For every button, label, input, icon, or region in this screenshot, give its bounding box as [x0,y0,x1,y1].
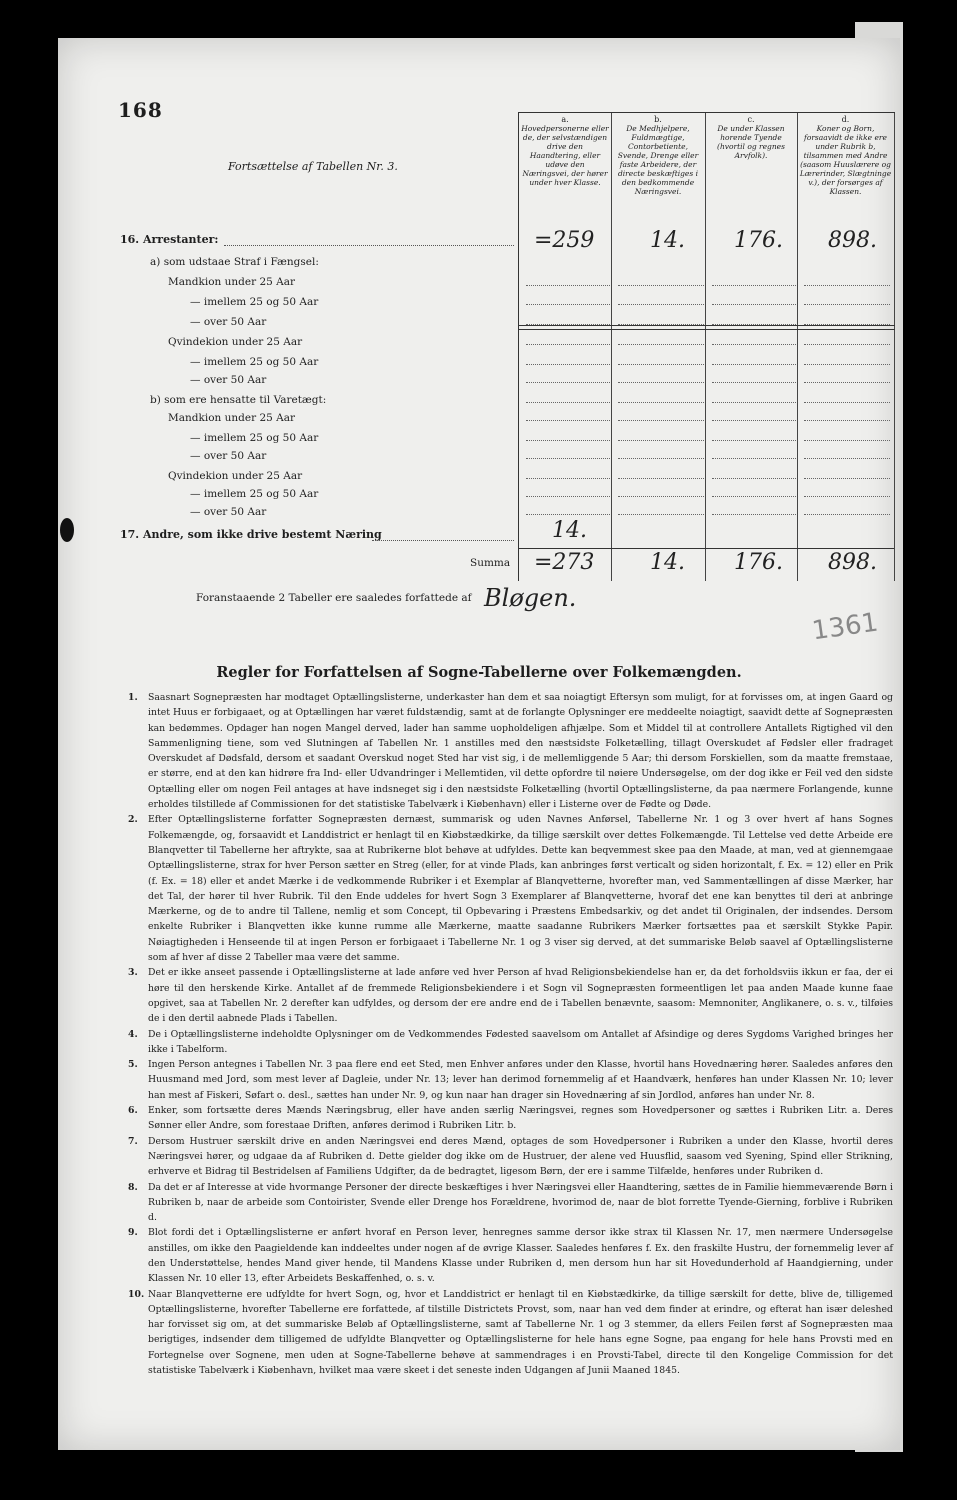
cell-dots [712,382,796,383]
cell-dots [526,304,610,305]
rule-number: 7. [128,1135,138,1147]
column-c [705,113,798,581]
cell-dots [618,458,704,459]
row-label: — over 50 Aar [190,506,267,518]
rules-list [128,690,893,1378]
column-d-header: d. Koner og Born, forsaavidt de ikke ere under Rubrik b, tilsammen med Andre (saasom Huuslærere og Lærerinder, Slægtninge v.), der forsørges af Klassen. [799,115,892,196]
rule-number: 9. [128,1227,138,1239]
cell-dots [526,458,610,459]
cell-dots [526,514,610,515]
leader [224,245,514,246]
signature: Bløgen. [484,584,577,612]
row-label: — imellem 25 og 50 Aar [190,356,319,368]
rule-text: Blot fordi det i Optællingslisterne er anført hvoraf en Person lever, henregnes samme dersor ikke strax til Klassen Nr. 17, men nærmere Undersøgelse anstilles, om ikke den Paagieldende kan inddeeltes under nogen af de øvrige Klasser. Saaledes henføres f. Ex. den fraskilte Hustru, der fornemmelig lever af den Understøttelse, hendes Mand giver hende, til Mandens Klasse under Rubriken d, men dersom hun har sit Hovedunderhold af Haandgierning, under Klassen Nr. 10 eller 13, efter Arbeidets Beskaffenhed, o. s. v. [148,1227,893,1285]
leader [372,540,514,541]
cell-dots [804,440,890,441]
column-table [518,112,895,581]
rule-item [128,1225,893,1286]
rule-item [128,965,893,1026]
cell-dots [804,285,890,286]
cell-dots [526,344,610,345]
signature-caption: Foranstaaende 2 Tabeller ere saaledes forfattede af [196,592,472,604]
rule-text: Naar Blanqvetterne ere udfyldte for hvert Sogn, og, hvor et Landdistrict er henlagt til en Kiøbstædkirke, da tillige særskilt for dette, blive de, tilligemed Optællingslisterne, hvorefter Tabellerne ere forfattede, af tilstille Districtets Provst, som, naar han ved dem finder at erindre, og efterat han især deleshed har forvisset sig om, at det summariske Beløb af Optællingslisterne, samt af Tabellerne Nr. 1 og 3 stemmer, da ellers Feilen først af Sognepræsten maa berigtiges, indsender dem tilligemed de udfyldte Blanqvetter og Optællingslisterne for hele hans egne Sogne, paa engang for hele hans Provsti med en Fortegnelse over Sognene, men uden at Sogne-Tabellerne behøve at sammendrages i en Provsti-Tabel, directe til den Kongelige Commission for det statistiske Tabelværk i Kiøbenhavn, hvilket maa være skeet i det seneste inden Udgangen af Junii Maaned 1845. [148,1288,893,1377]
rule-text: Efter Optællingslisterne forfatter Sognepræsten dernæst, summarisk og uden Navnes Anførsel, Tabellerne Nr. 1 og 3 over hvert af hans Sognes Folkemængde, og, forsaavidt et Landdistrict er henlagt til en Kiøbstædkirke, da tillige særskilt over dettes Folkemængde. Til Lettelse ved dette Arbeide ere Blanqvetter til Tabellerne her aftrykte, saa at Rubrikerne blot behøve at udfyldes. Dette kan beqvemmest skee paa den Maade, at man, ved at giennemgaae Optællingslisterne, strax for hver Person sætter en Streg (eller, for at vinde Plads, kan anbringes først verticalt og siden horizontalt, f. Ex. = 12) eller en Prik (f. Ex. = 18) eller et andet Mærke i de vedkommende Rubriker i et Exemplar af Blanqvetterne, hvorefter man, ved Sammentællingen af disse Mærker, har det Tal, der hører til hver Rubrik. Til den Ende uddeles for hvert Sogn 3 Exemplarer af Blanqvetterne, hvoraf det ene kan benyttes til deri at anbringe Mærkerne, og de to andre til Tallene, nemlig et som Concept, til Opbevaring i Præstens Embedsarkiv, og det andet til Originalen, der indsendes. Dersom enkelte Rubriker i Blanqvetten ikke kunne rumme alle Mærkerne, maatte saadanne Rubrikers Mærker fortsættes paa et særskilt Stykke Papir. Nøiagtigheden i Henseende til at ingen Person er forbigaaet i Tabellerne Nr. 1 og 3 viser sig derved, at det summariske Beløb saavel af Optællingslisterne som af hver af disse 2 Tabeller maa være det samme. [148,814,893,964]
summa-c: 176. [734,550,783,575]
cell-dots [804,420,890,421]
cell-dots [618,304,704,305]
rule-number: 2. [128,814,138,826]
rule-item [128,690,893,812]
summa-b: 14. [650,550,685,575]
rules-title: Regler for Forfattelsen af Sogne-Tabellerne over Folkemængden. [216,664,742,681]
cell-dots [526,364,610,365]
row-label: Mandkion under 25 Aar [168,412,296,424]
row-label: Mandkion under 25 Aar [168,276,296,288]
rule-text: Da det er af Interesse at vide hvormange Personer der directe beskæftiges i hver Næringsvei eller Haandtering, sættes de in Familie hiemmeværende Børn i Rubriken b, naar de arbeide som Contoirister, Svende eller Drenge hos Forældrene, hvorimod de, naar de blot forrette Tyende-Gierning, forblive i Rubriken d. [148,1181,893,1224]
cell-dots [526,382,610,383]
cell-dots [804,324,890,325]
cell-dots [804,382,890,383]
cell-dots [526,496,610,497]
cell-dots [618,382,704,383]
row-label: Qvindekion under 25 Aar [168,470,303,482]
row-label: — over 50 Aar [190,450,267,462]
cell-dots [712,402,796,403]
cell-dots [712,324,796,325]
rule-number: 1. [128,692,138,703]
cell-dots [712,440,796,441]
rule-item [128,1287,893,1379]
cell-dots [526,440,610,441]
cell-dots [712,496,796,497]
cell-dots [712,304,796,305]
rule-text: Ingen Person antegnes i Tabellen Nr. 3 paa flere end eet Sted, men Enhver anføres under den Klasse, hvortil hans Hovednæring hører. Saaledes anføres den Huusmand med Jord, som mest lever af Dagleie, under Nr. 13; lever han derimod fornemmelig af et Haandværk, henføres han under Klassen Nr. 10; lever han mest af Fiskeri, Søfart o. desl., sættes han under Nr. 9, og kun naar han drager sin Hovednæring af sin Jordlod, anføres han under Nr. 8. [148,1059,893,1101]
rule-number: 10. [128,1288,145,1300]
cell-dots [618,402,704,403]
column-a-header: a. Hovedpersonerne eller de, der selvstændigen drive den Haandtering, eller udøve den Næringsvei, der hører under hver Klasse. [521,115,609,187]
cell-dots [712,458,796,459]
value-17-a: 14. [552,518,587,543]
rule-number: 6. [128,1105,138,1117]
row-andre: 17. Andre, som ikke drive bestemt Næring [120,528,382,541]
cell-dots [618,478,704,479]
cell-dots [618,420,704,421]
cell-dots [712,364,796,365]
cell-dots [804,496,890,497]
cell-dots [712,514,796,515]
row-label: — over 50 Aar [190,374,267,386]
rule-text: Dersom Hustruer særskilt drive en anden Næringsvei end deres Mænd, optages de som Hovedpersoner i Rubriken a under den Klasse, hvortil deres Næringsvei hører, og udgaae da af Rubriken d. Dette gielder dog ikke om de Hustruer, der alene ved Huusflid, saasom ved Syening, Spind eller Strikning, erhverve et Bidrag til Bestridelsen af Familiens Udgifter, da de bedragtet, ligesom Børn, der ere i samme Tilfælde, henføres under Rubriken d. [148,1135,893,1178]
rule-number: 4. [128,1028,138,1040]
rule-number: 5. [128,1059,138,1071]
cell-dots [618,364,704,365]
ink-stain [60,518,74,542]
cell-dots [618,285,704,286]
summa-a: =273 [534,550,595,575]
cell-dots [618,344,704,345]
cell-dots [618,496,704,497]
header-rule [519,325,895,326]
row-label: a) som udstaae Straf i Fængsel: [150,256,319,268]
cell-dots [804,344,890,345]
cell-dots [804,514,890,515]
cell-dots [804,402,890,403]
row-label: — over 50 Aar [190,316,267,328]
value-16-a: =259 [534,228,595,253]
cell-dots [804,458,890,459]
row-label: Qvindekion under 25 Aar [168,336,303,348]
cell-dots [712,478,796,479]
row-arrestanter: 16. Arrestanter: [120,233,219,246]
rule-number: 8. [128,1181,138,1193]
cell-dots [804,478,890,479]
cell-dots [712,285,796,286]
table-subtitle: Fortsættelse af Tabellen Nr. 3. [228,160,398,173]
rule-text: Enker, som fortsætte deres Mænds Næringsbrug, eller have anden særlig Næringsvei, regnes som Hovedpersoner og sættes i Rubriken Litr. a. Deres Sønner eller Andre, som forestaae Driften, anføres derimod i Rubriken Litr. b. [148,1105,893,1132]
rule-number: 3. [128,967,138,979]
rule-item [128,812,893,965]
cell-dots [526,478,610,479]
cell-dots [526,402,610,403]
value-16-c: 176. [734,228,783,253]
cell-dots [618,324,704,325]
rule-item [128,1180,893,1226]
row-label: — imellem 25 og 50 Aar [190,296,319,308]
row-label: — imellem 25 og 50 Aar [190,432,319,444]
column-b-header: b. De Medhjelpere, Fuldmægtige, Contorbetiente, Svende, Drenge eller faste Arbeidere, der directe beskæftiges i den bedkommende Næringsvei. [617,115,699,196]
summa-d: 898. [828,550,877,575]
cell-dots [712,420,796,421]
cell-dots [526,420,610,421]
header-rule-2 [519,329,895,330]
cell-dots [526,285,610,286]
cell-dots [526,324,610,325]
summa-label: Summa [470,557,511,569]
rule-item [128,1103,893,1134]
row-label: b) som ere hensatte til Varetægt: [150,394,327,406]
rule-item [128,1134,893,1180]
value-16-d: 898. [828,228,877,253]
cell-dots [618,514,704,515]
rule-text: Det er ikke anseet passende i Optællingslisterne at lade anføre ved hver Person af hvad Religionsbekiendelse han er, da det forholdsviis ikkun er faa, der ei høre til den herskende Kirke. Antallet af de fremmede Religionsbekiendere i et Sogn vil Sognepræsten formeentligen let paa anden Maade kunne faae opgivet, saa at Tabellen Nr. 2 derefter kan udfyldes, og dersom der ere andre end de i Tabellen benævnte, saasom: Memnoniter, Anglikanere, o. s. v., tilføies de i den dertil aabnede Plads i Tabellen. [148,967,893,1025]
rule-item [128,1027,893,1058]
pencil-number: 1361 [810,607,880,647]
rule-item [128,1057,893,1103]
page-number: 168 [118,98,163,122]
cell-dots [804,304,890,305]
cell-dots [804,364,890,365]
row-label: — imellem 25 og 50 Aar [190,488,319,500]
column-c-header: c. De under Klassen horende Tyende (hvortil og regnes Arvfolk). [717,115,785,160]
value-16-b: 14. [650,228,685,253]
rule-text: Saasnart Sognepræsten har modtaget Optællingslisterne, underkaster han dem et saa noiagtigt Eftersyn som muligt, for at forvisses om, at ingen Gaard og intet Huus er forbigaaet, og at Optællingen har været fuldstændig, samt at de forlangte Oplysninger ere meddeelte noiagtigt, saavidt dette af Sognepræsten kan bedømmes. Opdager han nogen Mangel derved, lader han samme uopholdeligen afhjælpe. Som et Middel til at controllere Antallets Rigtighed vil den Sammenligning tiene, som ved Slutningen af Tabellen Nr. 1 anstilles med den næstsidste Folketælling, tillagt Overskudet af Fødsler eller fradraget Overskudet af Dødsfald, dersom et saadant Overskud noget Sted har vist sig, i de mellemliggende 5 Aar; thi dersom Forskiellen, som da maatte fremstaae, er større, end at den kan hidrøre fra Ind- eller Udvandringer i Mellemtiden, vil dette opfordre til nøiere Undersøgelse, om der dog ikke er Feil ved den sidste Optælling eller om nogen Feil antages at have indsneget sig i den næstsidste Folketælling (hvortil Optællingslisterne, da paa nærmere Forlangende, kunne erholdes tilstillede af Commissionen for det statistiske Tabelværk i Kiøbenhavn) eller i Listerne over de Fødte og Døde. [148,692,893,811]
rule-text: De i Optællingslisterne indeholdte Oplysninger om de Vedkommendes Fødested saavelsom om Antallet af Afsindige og deres Sygdoms Varighed bringes her ikke i Tabelform. [148,1028,893,1055]
cell-dots [618,440,704,441]
summa-rule [518,548,894,549]
cell-dots [712,344,796,345]
